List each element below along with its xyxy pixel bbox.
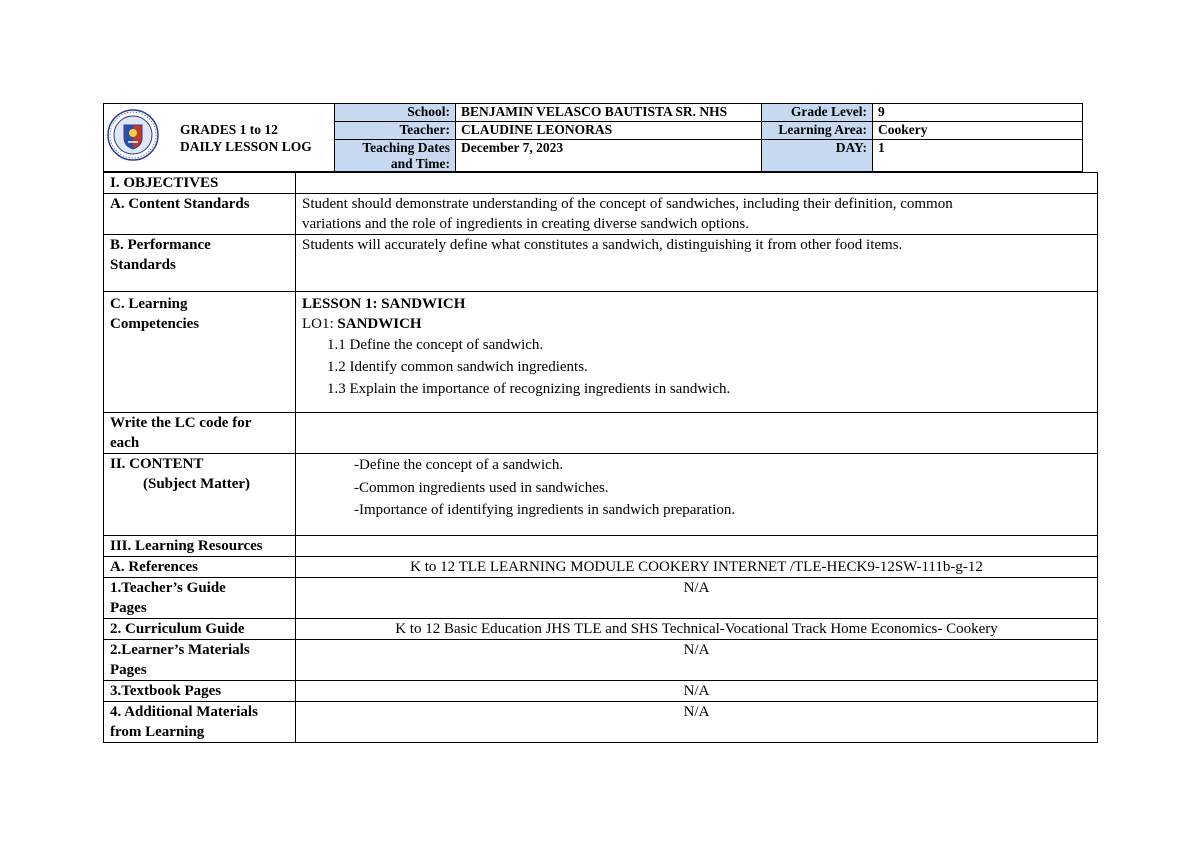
grade-level-value: 9 <box>872 103 1083 122</box>
additional-materials-row <box>104 702 1098 743</box>
performance-label-line1: B. Performance <box>110 237 211 253</box>
lesson-log-table <box>103 172 1098 743</box>
school-label: School: <box>334 103 456 122</box>
content-standards-label: A. Content Standards <box>104 194 296 235</box>
day-label: DAY: <box>761 139 873 172</box>
teaching-dates-label <box>334 139 456 172</box>
textbook-pages-label: 3.Textbook Pages <box>104 681 296 702</box>
additional-materials-label-line1: 4. Additional Materials <box>110 704 258 720</box>
teaching-dates-value: December 7, 2023 <box>455 139 762 172</box>
learning-outcome <box>302 314 1091 334</box>
lc-code-label-line1: Write the LC code for <box>110 415 252 431</box>
learning-competencies-row <box>104 292 1098 413</box>
teachers-guide-label <box>104 578 296 619</box>
day-value: 1 <box>872 139 1083 172</box>
competency-item: 1.2 Identify common sandwich ingredients. <box>327 359 588 375</box>
learners-materials-label-line1: 2.Learner’s Materials <box>110 642 250 658</box>
competency-item: 1.1 Define the concept of sandwich. <box>327 337 544 353</box>
learners-materials-label <box>104 640 296 681</box>
content-row <box>104 454 1098 536</box>
objectives-heading-row <box>104 173 1098 194</box>
performance-standards-text: Students will accurately define what constitutes a sandwich, distinguishing it from other food items. <box>296 235 1098 292</box>
performance-label-line2: Standards <box>110 257 176 273</box>
lesson-log-header <box>103 103 1083 172</box>
lo-title: SANDWICH <box>337 316 422 332</box>
learners-materials-label-line2: Pages <box>110 662 147 678</box>
teachers-guide-label-line1: 1.Teacher’s Guide <box>110 580 226 596</box>
additional-materials-value: N/A <box>296 702 1098 743</box>
log-title-line2: DAILY LESSON LOG <box>180 139 312 154</box>
content-items <box>296 454 1098 536</box>
references-value: K to 12 TLE LEARNING MODULE COOKERY INTERNET /TLE-HECK9-12SW-111b-g-12 <box>296 557 1098 578</box>
performance-standards-label <box>104 235 296 292</box>
content-item: -Importance of identifying ingredients in sandwich preparation. <box>354 502 736 518</box>
learning-area-value: Cookery <box>872 121 1083 140</box>
resources-heading-empty <box>296 536 1098 557</box>
lesson-title: LESSON 1: SANDWICH <box>302 296 466 312</box>
teachers-guide-label-line2: Pages <box>110 600 147 616</box>
content-standards-line2: variations and the role of ingredients in creating diverse sandwich options. <box>302 216 749 232</box>
content-label <box>104 454 296 536</box>
objectives-heading-empty <box>296 173 1098 194</box>
teacher-value: CLAUDINE LEONORAS <box>455 121 762 140</box>
resources-heading-row <box>104 536 1098 557</box>
lc-code-label-line2: each <box>110 435 140 451</box>
learning-area-label: Learning Area: <box>761 121 873 140</box>
additional-materials-label-line2: from Learning <box>110 724 205 740</box>
learners-materials-row <box>104 640 1098 681</box>
content-item: -Define the concept of a sandwich. <box>354 457 564 473</box>
lc-code-value <box>296 413 1098 454</box>
competency-item: 1.3 Explain the importance of recognizing ingredients in sandwich. <box>327 381 731 397</box>
competencies-label-line1: C. Learning <box>110 296 188 312</box>
content-label-line2: (Subject Matter) <box>143 476 251 492</box>
content-standards-row <box>104 194 1098 235</box>
content-standards-text <box>296 194 1098 235</box>
competencies-label-line2: Competencies <box>110 316 200 332</box>
log-title-line1: GRADES 1 to 12 <box>180 122 278 137</box>
references-label: A. References <box>104 557 296 578</box>
teachers-guide-row <box>104 578 1098 619</box>
school-value: BENJAMIN VELASCO BAUTISTA SR. NHS <box>455 103 762 122</box>
log-title <box>180 121 312 155</box>
content-standards-line1: Student should demonstrate understanding of the concept of sandwiches, including their definition, common <box>302 196 953 212</box>
curriculum-guide-row <box>104 619 1098 640</box>
curriculum-guide-value: K to 12 Basic Education JHS TLE and SHS Technical-Vocational Track Home Economics- Cookery <box>296 619 1098 640</box>
learners-materials-value: N/A <box>296 640 1098 681</box>
references-row <box>104 557 1098 578</box>
learning-competencies-label <box>104 292 296 413</box>
objectives-heading: I. OBJECTIVES <box>104 173 296 194</box>
content-label-line1: II. CONTENT <box>110 456 204 472</box>
lo-prefix: LO1: <box>302 316 338 332</box>
lc-code-row <box>104 413 1098 454</box>
lc-code-label <box>104 413 296 454</box>
teaching-dates-label-line2: and Time: <box>390 156 450 171</box>
resources-heading: III. Learning Resources <box>104 536 296 557</box>
learning-competencies-content <box>296 292 1098 413</box>
curriculum-guide-label: 2. Curriculum Guide <box>104 619 296 640</box>
content-item: -Common ingredients used in sandwiches. <box>354 479 609 496</box>
textbook-pages-value: N/A <box>296 681 1098 702</box>
grade-level-label: Grade Level: <box>761 103 873 122</box>
teachers-guide-value: N/A <box>296 578 1098 619</box>
additional-materials-label <box>104 702 296 743</box>
deped-seal-icon <box>107 109 159 161</box>
logo-cell <box>103 103 334 172</box>
teaching-dates-label-line1: Teaching Dates <box>362 140 450 155</box>
performance-standards-row <box>104 235 1098 292</box>
teacher-label: Teacher: <box>334 121 456 140</box>
textbook-pages-row <box>104 681 1098 702</box>
